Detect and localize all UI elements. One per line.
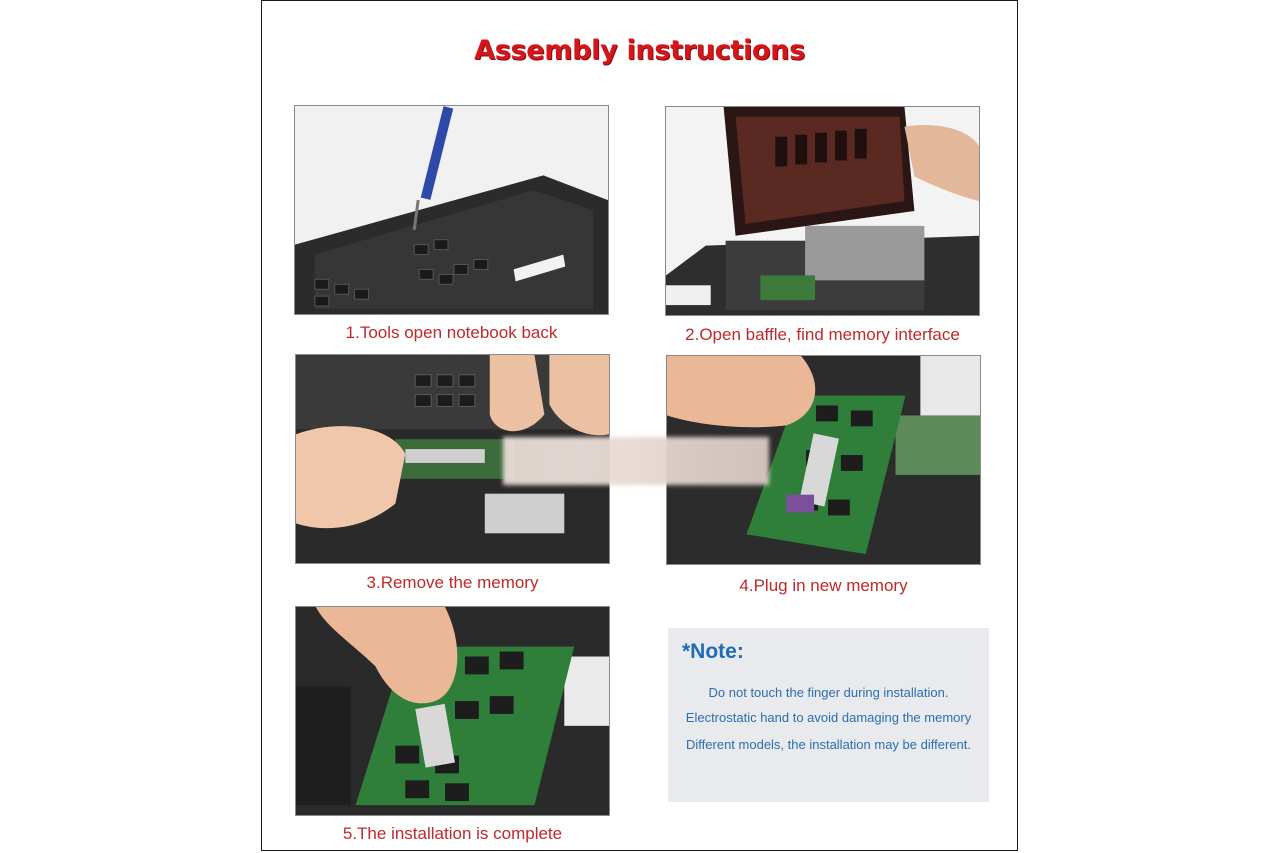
step-5-photo (295, 606, 610, 816)
instruction-sheet (261, 0, 1018, 851)
step-2-caption: 2.Open baffle, find memory interface (685, 325, 960, 344)
step-1-caption: 1.Tools open notebook back (345, 323, 558, 342)
note-line-2: Electrostatic hand to avoid damaging the memory (685, 710, 972, 725)
step-2-photo (665, 106, 980, 316)
step-5-caption: 5.The installation is complete (342, 824, 563, 843)
note-line-3: Different models, the installation may be different. (686, 737, 971, 752)
note-box (668, 628, 989, 802)
page-title: Assembly instructions (474, 35, 805, 66)
note-title: *Note: (682, 640, 744, 663)
note-line-1: Do not touch the finger during installation. (708, 685, 949, 700)
step-3-caption: 3.Remove the memory (366, 573, 539, 592)
step-4-caption: 4.Plug in new memory (739, 576, 908, 595)
step-1-photo (294, 105, 609, 315)
blurred-watermark (503, 437, 769, 485)
